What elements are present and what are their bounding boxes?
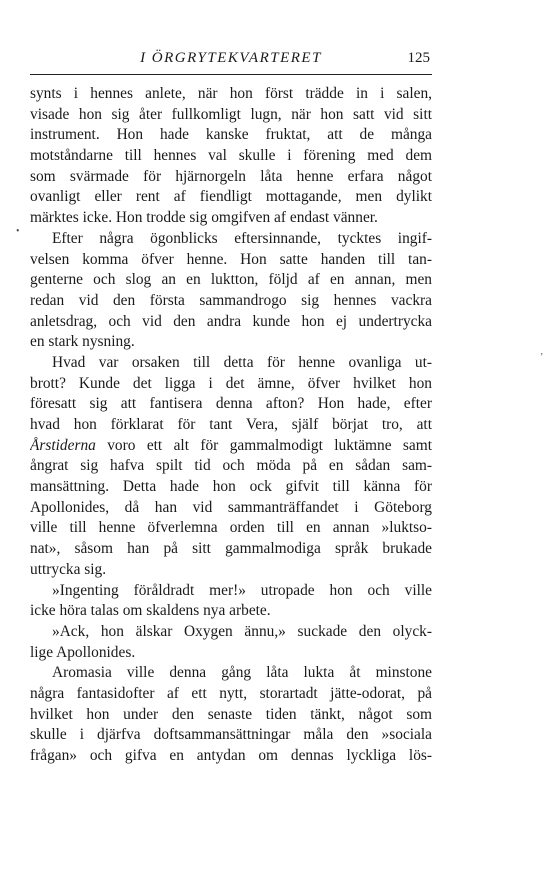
- text-line: Aromasia ville denna gång låta lukta åt minstone: [52, 664, 432, 682]
- margin-speck: ʼ: [540, 352, 544, 363]
- text-line: motståndarne till hennes val skulle i förening med dem: [30, 147, 432, 165]
- text-line: anletsdrag, och vid den andra kunde hon ej undertrycka: [30, 312, 432, 330]
- text-line: Efter några ögonblicks eftersinnande, tycktes ingif-: [52, 229, 432, 247]
- text-line: som svärmade för hjärnorgeln låta henne erfara något: [30, 167, 432, 185]
- italic-title: Årstiderna: [30, 436, 96, 454]
- running-title: I ÖRGRYTEKVARTERET: [140, 50, 322, 66]
- line-text-post: voro ett alt för gammalmodigt luktämne samt: [95, 436, 432, 454]
- body-text: [30, 84, 432, 767]
- text-line: uttrycka sig.: [30, 560, 107, 578]
- text-line: föresatt sig att fantisera denna afton? Hon hade, efter: [30, 395, 432, 413]
- text-line: nat», såsom han på sitt gammalmodiga språk brukade: [30, 540, 432, 558]
- text-line: hvilket hon under den senaste tiden tänkt, något som: [30, 705, 432, 723]
- text-line: ångrat sig hafva spilt tid och möda på en sådan sam-: [30, 457, 432, 475]
- text-line: synts i hennes anlete, när hon först trädde in i salen,: [30, 85, 432, 102]
- text-line: skulle i djärfva doftsammansättningar måla den »sociala: [30, 726, 432, 744]
- text-line: icke höra talas om skaldens nya arbete.: [30, 602, 271, 620]
- text-line: märktes icke. Hon trodde sig omgifven af endast vänner.: [30, 209, 378, 227]
- text-line: hvad hon förklarat för tant Vera, själf börjat tro, att: [30, 416, 432, 433]
- running-header: [30, 50, 432, 75]
- page-number: 125: [407, 50, 430, 66]
- text-line: »Ack, hon älskar Oxygen ännu,» suckade den olyck-: [52, 622, 432, 640]
- text-line: Hvad var orsaken till detta för henne ovanliga ut-: [52, 353, 432, 371]
- text-line: några fantasidofter af ett nytt, storartadt jätte-odorat, på: [30, 684, 432, 702]
- text-line: ovanligt eller rent af fiendligt mottagande, men dylikt: [30, 188, 432, 206]
- text-line: lige Apollonides.: [30, 643, 136, 661]
- text-line: brott? Kunde det ligga i det ämne, öfver hvilket hon: [30, 374, 432, 392]
- text-line: ville till henne öfverlemna orden till en annan »luktso-: [30, 519, 432, 537]
- text-line: genterne och slog an en luktton, följd af en annan, men: [30, 271, 432, 289]
- text-line: [30, 436, 432, 457]
- text-line: en stark nysning.: [30, 333, 135, 351]
- text-line: velsen komma öfver henne. Hon satte handen till tan-: [30, 250, 432, 268]
- text-line: frågan» och gifva en antydan om dennas lyckliga lös-: [30, 747, 432, 764]
- text-line: Apollonides, då han vid sammanträffandet i Göteborg: [30, 498, 432, 516]
- text-line: »Ingenting föråldradt mer!» utropade hon och ville: [52, 581, 432, 599]
- text-line: visade hon sig åter fullkomligt lugn, när hon satt vid sitt: [30, 105, 432, 123]
- text-line: instrument. Hon hade kanske fruktat, att de många: [30, 126, 432, 144]
- text-line: mansättning. Detta hade hon ock gifvit till känna för: [30, 478, 432, 496]
- text-line: redan vid den första sammandrogo sig hennes vackra: [30, 291, 432, 309]
- margin-speck: •: [16, 226, 20, 237]
